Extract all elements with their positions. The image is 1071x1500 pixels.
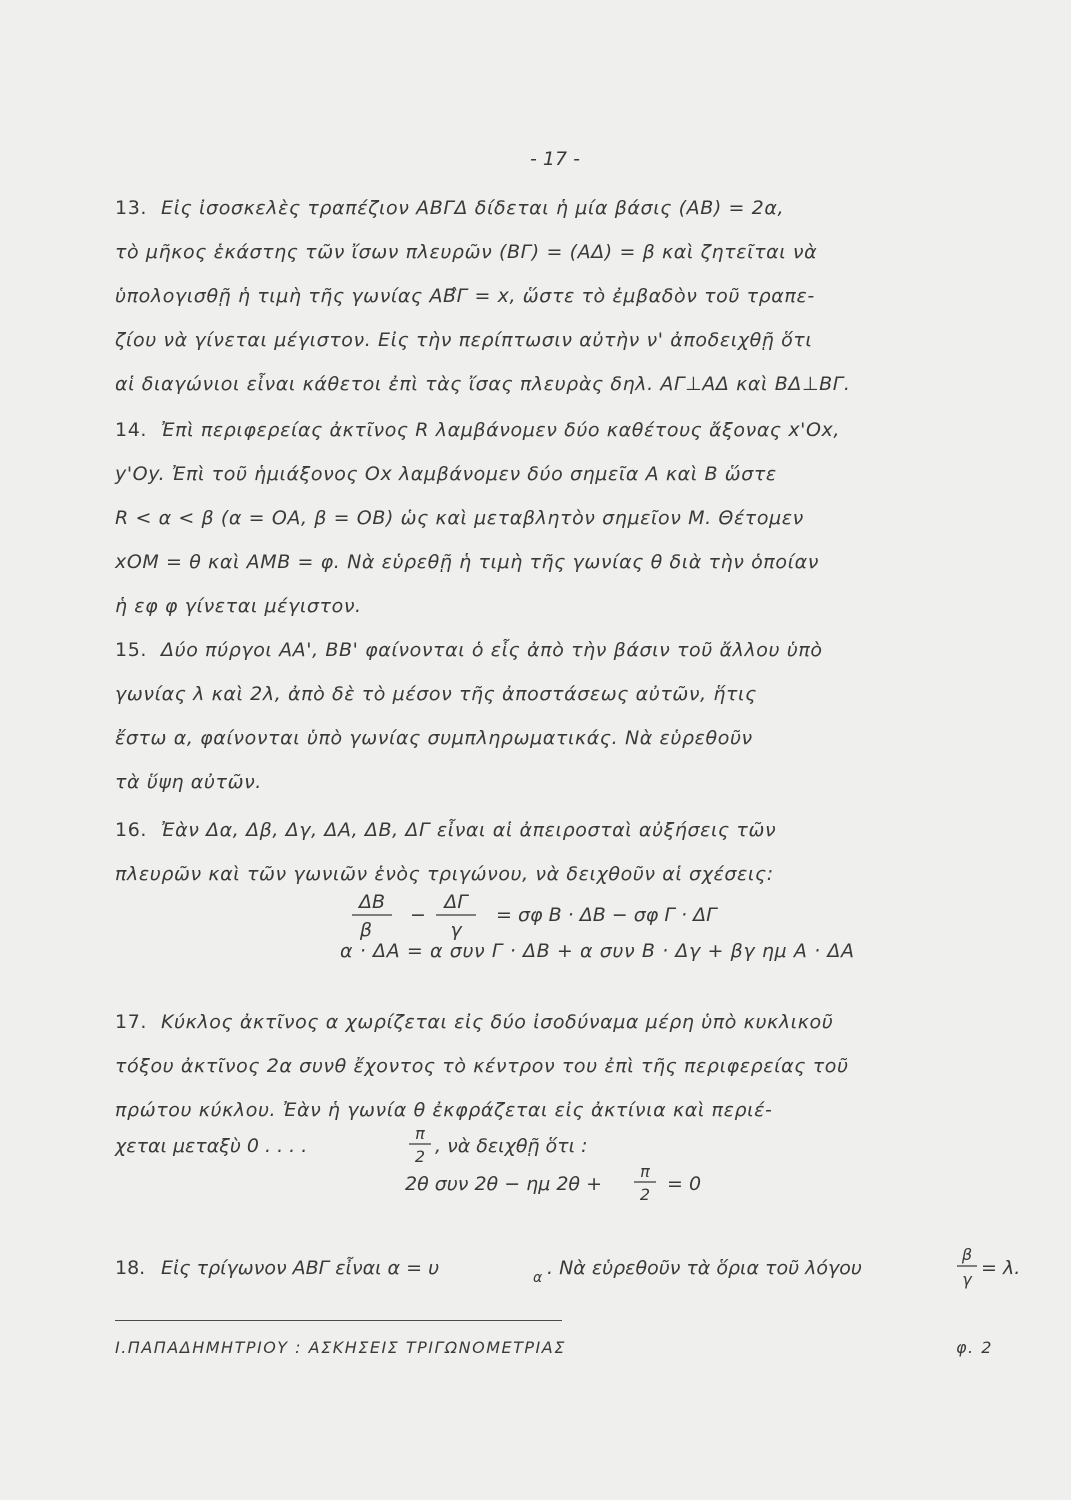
exercise-number: 15. bbox=[115, 639, 148, 661]
exercise-line: τὸ μῆκος ἑκάστης τῶν ἴσων πλευρῶν (ΒΓ) = (ΑΔ) = β καὶ ζητεῖται νὰ bbox=[115, 241, 818, 263]
footer-rule bbox=[115, 1320, 562, 1321]
exercise-line: αἱ διαγώνιοι εἶναι κάθετοι ἐπὶ τὰς ἴσας πλευρὰς δηλ. ΑΓ⊥ΑΔ καὶ ΒΔ⊥ΒΓ. bbox=[115, 373, 851, 395]
exercise-line: 15. Δύο πύργοι ΑΑ', ΒΒ' φαίνονται ὁ εἷς ἀπὸ τὴν βάσιν τοῦ ἄλλου ὑπὸ bbox=[115, 628, 1015, 672]
fraction-denominator: β bbox=[359, 919, 373, 941]
exercise-line: 13. Εἰς ἰσοσκελὲς τραπέζιον ΑΒΓΔ δίδεται ἡ μία βάσις (ΑΒ) = 2α, bbox=[115, 186, 1015, 230]
fraction-numerator: ΔΒ bbox=[358, 891, 386, 913]
exercise-line: 17. Κύκλος ἀκτῖνος α χωρίζεται εἰς δύο ἰσοδύναμα μέρη ὑπὸ κυκλικοῦ bbox=[115, 1000, 1015, 1044]
minus-sign: − bbox=[410, 904, 426, 926]
exercise-line: y'Oy. Ἐπὶ τοῦ ἡμιάξονος Ox λαμβάνομεν δύο σημεῖα Α καὶ Β ὥστε bbox=[115, 463, 777, 485]
footer-author-title: Ι.ΠΑΠΑΔΗΜΗΤΡΙΟΥ : ΑΣΚΗΣΕΙΣ ΤΡΙΓΩΝΟΜΕΤΡΙΑΣ bbox=[115, 1338, 566, 1357]
fraction-numerator: β bbox=[961, 1245, 973, 1264]
fraction-numerator: ΔΓ bbox=[444, 891, 468, 913]
exercise-number: 16. bbox=[115, 819, 148, 841]
exercise-number: 17. bbox=[115, 1011, 148, 1033]
line-text: = λ. bbox=[981, 1257, 1021, 1279]
exercise-line: xOM = θ καὶ ΑΜΒ = φ. Νὰ εὑρεθῇ ἡ τιμὴ τῆς γωνίας θ διὰ τὴν ὁποίαν bbox=[115, 551, 819, 573]
exercise-17 bbox=[115, 1000, 1015, 1132]
page-number: - 17 - bbox=[530, 148, 580, 170]
exercise-13 bbox=[115, 186, 1015, 406]
exercise-line: πρώτου κύκλου. Ἐὰν ἡ γωνία θ ἐκφράζεται εἰς ἀκτίνια καὶ περιέ- bbox=[115, 1099, 773, 1121]
exercise-line: 16. Ἐὰν Δα, Δβ, Δγ, ΔΑ, ΔΒ, ΔΓ εἶναι αἱ ἀπειροσταὶ αὐξήσεις τῶν bbox=[115, 808, 1015, 852]
equation-lhs: 2θ συν 2θ − ημ 2θ + bbox=[405, 1173, 602, 1195]
line-text: , νὰ δειχθῇ ὅτι : bbox=[435, 1135, 588, 1157]
subscript: α bbox=[533, 1270, 543, 1286]
exercise-line: ἔστω α, φαίνονται ὑπὸ γωνίας συμπληρωματικάς. Νὰ εὑρεθοῦν bbox=[115, 727, 753, 749]
exercise-14 bbox=[115, 408, 1015, 628]
exercise-number: 18. bbox=[115, 1257, 146, 1279]
exercise-line: ὑπολογισθῇ ἡ τιμὴ τῆς γωνίας ΑΒ̂Γ = x, ὥστε τὸ ἐμβαδὸν τοῦ τραπε- bbox=[115, 285, 815, 307]
exercise-number: 13. bbox=[115, 197, 148, 219]
fraction-denominator: 2 bbox=[639, 1185, 651, 1204]
exercise-line: ἡ εφ φ γίνεται μέγιστον. bbox=[115, 595, 362, 617]
exercise-16 bbox=[115, 808, 1015, 896]
fraction-numerator: π bbox=[640, 1162, 650, 1181]
exercise-line: τόξου ἀκτῖνος 2α συνθ ἔχοντος τὸ κέντρον του ἐπὶ τῆς περιφερείας τοῦ bbox=[115, 1055, 849, 1077]
equation-rhs: = 0 bbox=[667, 1173, 702, 1195]
exercise-15 bbox=[115, 628, 1015, 804]
footer-sheet-number: φ. 2 bbox=[956, 1338, 993, 1357]
exercise-line: τὰ ὕψη αὐτῶν. bbox=[115, 771, 262, 793]
exercise-line: γωνίας λ καὶ 2λ, ἀπὸ δὲ τὸ μέσον τῆς ἀποστάσεως αὐτῶν, ἥτις bbox=[115, 683, 757, 705]
exercise-line: ζίου νὰ γίνεται μέγιστον. Εἰς τὴν περίπτωσιν αὐτὴν ν' ἀποδειχθῇ ὅτι bbox=[115, 329, 813, 351]
exercise-line: R < α < β (α = ΟΑ, β = ΟΒ) ὡς καὶ μεταβλητὸν σημεῖον Μ. Θέτομεν bbox=[115, 507, 804, 529]
fraction-denominator: 2 bbox=[414, 1147, 426, 1166]
line-text: . Νὰ εὑρεθοῦν τὰ ὅρια τοῦ λόγου bbox=[547, 1257, 862, 1279]
fraction-denominator: γ bbox=[962, 1270, 972, 1289]
line-text: Εἰς τρίγωνον ΑΒΓ εἶναι α = υ bbox=[161, 1257, 440, 1279]
exercise-line: 14. Ἐπὶ περιφερείας ἀκτῖνος R λαμβάνομεν δύο καθέτους ἄξονας x'Ox, bbox=[115, 408, 1015, 452]
fraction-denominator: γ bbox=[450, 919, 462, 941]
exercise-18 bbox=[115, 1242, 1021, 1298]
equation-rhs: = σφ Β · ΔΒ − σφ Γ · ΔΓ bbox=[496, 904, 717, 926]
exercise-number: 14. bbox=[115, 419, 148, 441]
exercise-line: πλευρῶν καὶ τῶν γωνιῶν ἑνὸς τριγώνου, νὰ δειχθοῦν αἱ σχέσεις: bbox=[115, 863, 774, 885]
fraction-numerator: π bbox=[415, 1124, 425, 1143]
equation-16b: α · ΔΑ = α συν Γ · ΔΒ + α συν Β · Δγ + βγ ημ Α · ΔΑ bbox=[340, 940, 855, 962]
line-text: χεται μεταξὺ 0 . . . . bbox=[115, 1135, 308, 1157]
equation-17 bbox=[405, 1160, 745, 1212]
equation-16a bbox=[340, 888, 780, 946]
